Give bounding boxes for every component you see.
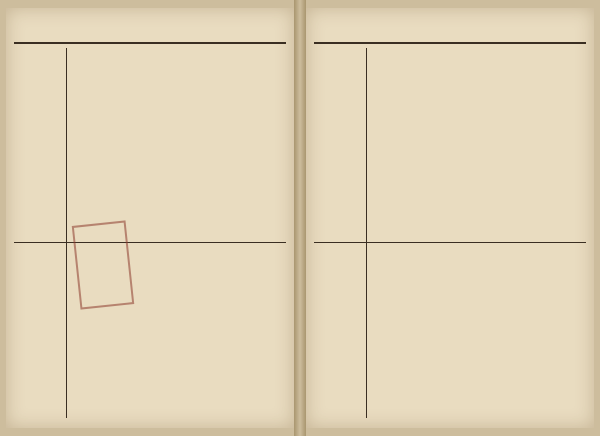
left-column-5 — [120, 250, 240, 420]
seal-stamp — [72, 220, 134, 309]
right-masthead — [314, 14, 586, 44]
left-column-2 — [170, 48, 210, 238]
right-column-1 — [462, 48, 562, 238]
right-column-5 — [376, 250, 406, 420]
left-colophon — [40, 52, 60, 412]
right-heading — [566, 48, 584, 238]
left-sidebar-rule — [66, 48, 67, 418]
left-column-3 — [64, 48, 144, 238]
right-page — [306, 8, 594, 428]
left-masthead — [14, 14, 286, 44]
left-column-4 — [244, 250, 284, 420]
left-page — [6, 8, 294, 428]
gutter — [294, 0, 306, 436]
right-column-2 — [368, 48, 458, 238]
right-colophon — [340, 52, 360, 412]
right-publisher — [316, 52, 336, 412]
left-publisher — [16, 52, 36, 412]
right-column-3 — [494, 250, 584, 420]
left-column-1 — [214, 48, 284, 238]
left-heading — [148, 48, 166, 238]
right-sidebar-rule — [366, 48, 367, 418]
right-column-4 — [410, 250, 490, 420]
